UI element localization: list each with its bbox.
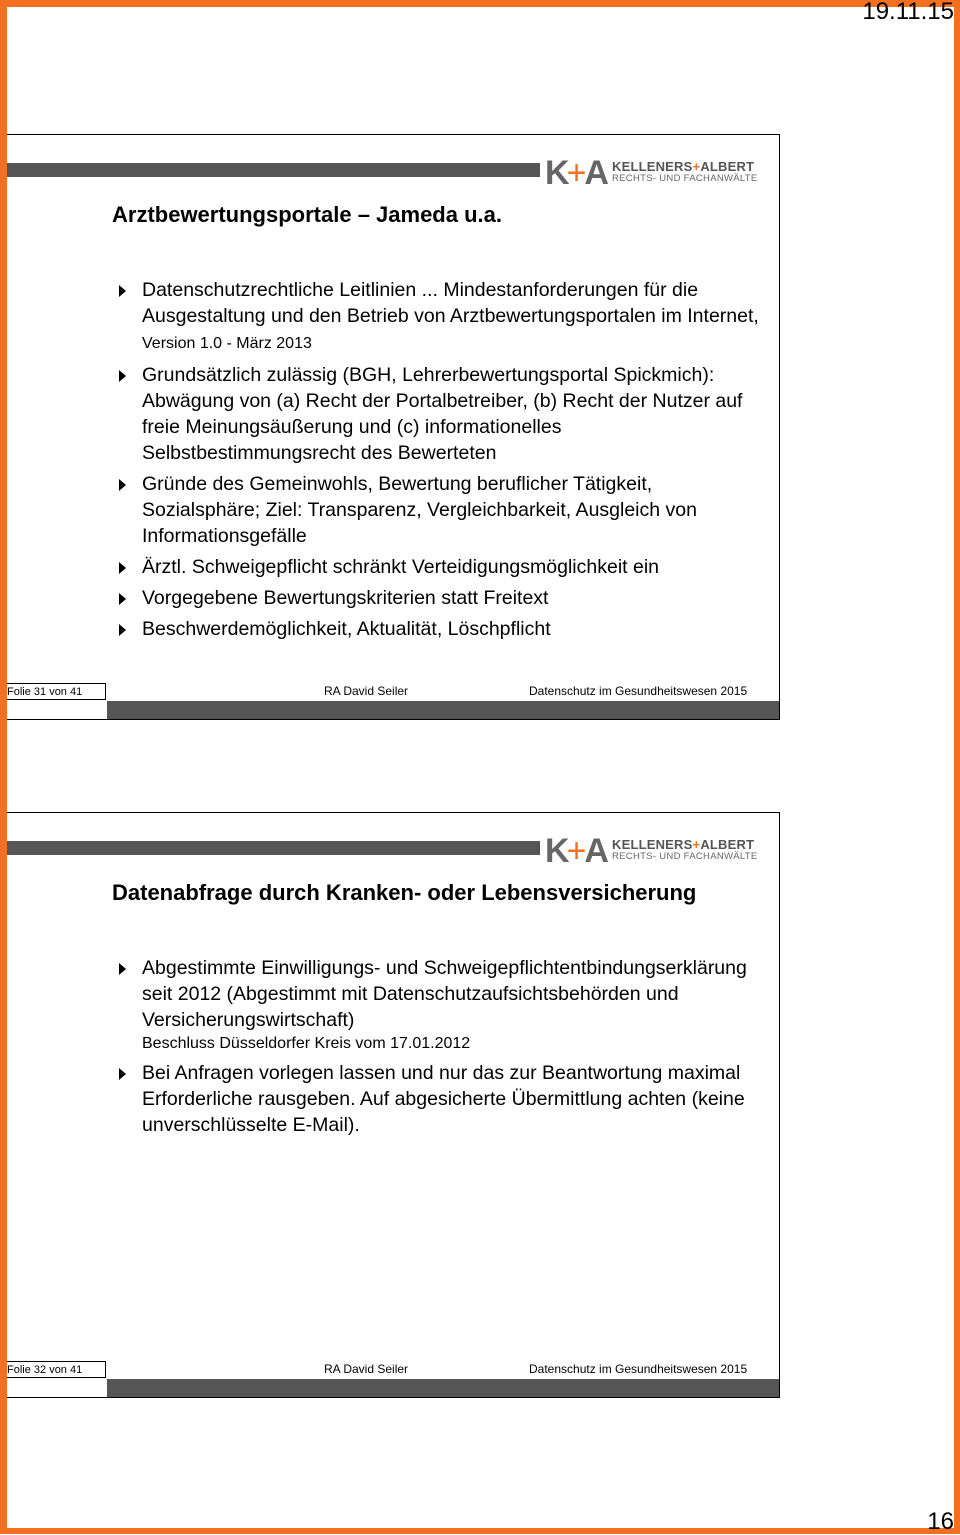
- slide-footer-strip: [7, 1379, 108, 1397]
- slide-31: [7, 134, 780, 720]
- slide-event: Datenschutz im Gesundheitswesen 2015: [529, 684, 748, 698]
- logo-name: KELLENERS+ALBERT: [611, 837, 755, 852]
- triangle-bullet-icon: [119, 624, 126, 636]
- triangle-bullet-icon: [119, 562, 126, 574]
- triangle-bullet-icon: [119, 1068, 126, 1080]
- page-number: 16: [927, 1508, 954, 1535]
- slide-author: RA David Seiler: [324, 1362, 409, 1376]
- bullet-item: Vorgegebene Bewertungskriterien statt Freitext: [119, 585, 759, 611]
- bullet-item: Datenschutzrechtliche Leitlinien ... Mindestanforderungen für die Ausgestaltung und den Betrieb von Arztbewertungsportalen im Internet, Version 1.0 - März 2013: [119, 277, 759, 357]
- triangle-bullet-icon: [119, 963, 126, 975]
- page-date: 19.11.15: [862, 0, 954, 25]
- logo-subtitle: RECHTS- UND FACHANWÄLTE: [611, 173, 758, 184]
- bullet-item: Beschwerdemöglichkeit, Aktualität, Löschpflicht: [119, 616, 759, 642]
- bullet-item: Abgestimmte Einwilligungs- und Schweigepflichtentbindungserklärung seit 2012 (Abgestimmt mit Datenschutzaufsichtsbehörden und Versicherungswirtschaft) Beschluss Düsseldorfer Kreis vom 17.01.2012: [119, 955, 759, 1055]
- slide-author: RA David Seiler: [324, 684, 409, 698]
- slide-number: Folie 32 von 41: [7, 1361, 106, 1378]
- bullet-item: Ärztl. Schweigepflicht schränkt Verteidigungsmöglichkeit ein: [119, 554, 759, 580]
- slide-header-bar: [7, 841, 540, 855]
- slide-footer-bar: [107, 1379, 779, 1397]
- slide-32: [7, 812, 780, 1398]
- logo-subtitle: RECHTS- UND FACHANWÄLTE: [611, 851, 758, 862]
- slide-title: Datenabfrage durch Kranken- oder Lebensversicherung: [112, 880, 697, 905]
- logo-name: KELLENERS+ALBERT: [611, 159, 755, 174]
- bullet-list: [119, 955, 759, 1143]
- logo-mark: K+A: [545, 832, 606, 870]
- triangle-bullet-icon: [119, 593, 126, 605]
- slide-footer-strip: [7, 701, 108, 719]
- kelleners-albert-logo: [545, 833, 763, 869]
- slide-footer-bar: [107, 701, 779, 719]
- bullet-item: Bei Anfragen vorlegen lassen und nur das zur Beantwortung maximal Erforderliche rausgeben. Auf abgesicherte Übermittlung achten (keine unverschlüsselte E-Mail).: [119, 1060, 759, 1138]
- slide-number: Folie 31 von 41: [7, 683, 106, 700]
- bullet-item: Gründe des Gemeinwohls, Bewertung beruflicher Tätigkeit, Sozialsphäre; Ziel: Transparenz, Vergleichbarkeit, Ausgleich von Informationsgefälle: [119, 471, 759, 549]
- triangle-bullet-icon: [119, 370, 126, 382]
- logo-mark: K+A: [545, 154, 606, 192]
- kelleners-albert-logo: [545, 155, 763, 191]
- slide-event: Datenschutz im Gesundheitswesen 2015: [529, 1362, 748, 1376]
- slide-title: Arztbewertungsportale – Jameda u.a.: [112, 202, 502, 227]
- triangle-bullet-icon: [119, 479, 126, 491]
- triangle-bullet-icon: [119, 285, 126, 297]
- bullet-list: [119, 277, 759, 647]
- slide-header-bar: [7, 163, 540, 177]
- bullet-item: Grundsätzlich zulässig (BGH, Lehrerbewertungsportal Spickmich): Abwägung von (a) Recht der Portalbetreiber, (b) Recht der Nutzer auf freie Meinungsäußerung und (c) informationelles Selbstbestimmungsrecht des Bewerteten: [119, 362, 759, 466]
